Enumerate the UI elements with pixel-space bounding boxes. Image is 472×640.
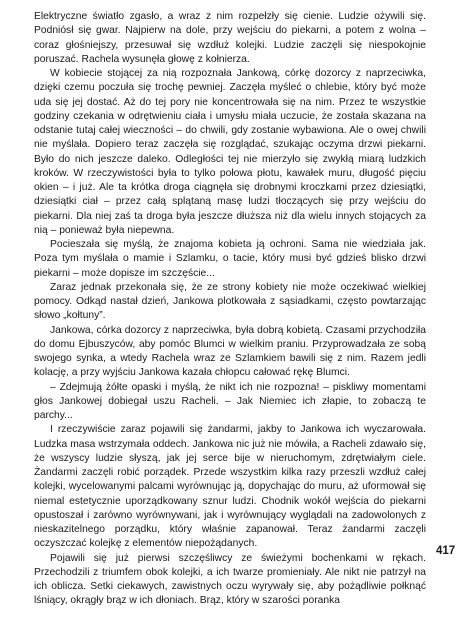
paragraph-5: Jankowa, córka dozorcy z naprzeciwka, była dobrą kobietą. Czasami przychodziła do domu Ejbuszyców, aby pomóc Blumci w wielkim praniu. Przyprowadzała ze sobą swojego synka, a wtedy Rachela wraz ze Szlamkiem bawili się z nim. Razem jedli kolację, a przy wyjściu Jankowa kazała chłopcu całować rękę Blumci. — [34, 324, 426, 379]
paragraph-4: Zaraz jednak przekonała się, że ze strony kobiety nie może oczekiwać wielkiej pomocy. Odkąd nastał dzień, Jankowa plotkowała z sąsiadkami, często powtarzając słowo „kołtuny”. — [34, 281, 426, 322]
paragraph-8: Pojawili się już pierwsi szczęśliwcy ze świeżymi bochenkami w rękach. Przechodzili z triumfem obok kolejki, a ich twarze promieniały. Ale nikt nie patrzył na ich oblicza. Setki ciekawych, zawistnych oczu wyrywały się, aby pożądliwie połknąć lśniący, okrągły brąz w ich dłoniach. Brąz, który w szarości poranka — [34, 552, 426, 607]
paragraph-2: W kobiecie stojącej za nią rozpoznała Jankową, córkę dozorcy z naprzeciwka, dzięki czemu poczuła się trochę pewniej. Zaczęła myśleć o chlebie, który być może uda się jej dostać. Aż do tej pory nie koncentrowała się na nim. Przez te wszystkie godziny czekania w odrętwieniu ciała i umysłu miała uczucie, że została skazana na odstanie tutaj całej wieczności – do chwili, gdy zostanie wybawiona. Ale o owej chwili nie myślała. Dopiero teraz zaczęła się rozglądać, szukając oczyma drzwi piekarni. Było do nich jeszcze daleko. Odległości tej nie mierzyło się zwykłą miarą ludzkich kroków. W rzeczywistości była to tylko połowa płotu, kawałek muru, długość pięciu okien – i już. Ale ta krótka droga ciągnęła się drobnymi kroczkami przez dziesiątki, dziesiątki ciał – przez całą splątaną masę ludzi tłoczących się przy wejściu do piekarni. Dla niej zaś ta droga była jeszcze dłuższa niż dla wielu innych stojących za nią – ponieważ była niepewna. — [34, 68, 426, 236]
paragraph-7: I rzeczywiście zaraz pojawili się żandarmi, jakby to Jankowa ich wyczarowała. Ludzka masa wstrzymała oddech. Jankowa nic już nie mówiła, a Racheli zdawało się, że wszyscy ludzie słyszą, jak jej serce bije w nieruchomym, zdrętwiałym ciele. Żandarmi zaczęli robić porządek. Przede wszystkim kilka razy przeszli wzdłuż całej kolejki, wycelowanymi palcami wyrównując ją, dopychając do muru, aż uformował się niemal estetycznie uporządkowany sznur ludzi. Chodnik wokół wejścia do piekarni opustoszał i zarówno wyrównywani, jak i wyrównujący wyglądali na zadowolonych z nieskazitelnego porządku, który właśnie zapanował. Teraz żandarmi zaczęli oczyszczać kolejkę z elementów niepożądanych. — [34, 424, 426, 550]
paragraph-6-dialogue: – Zdejmują żółte opaski i myślą, że nikt ich nie rozpozna! – piskliwy momentami głos Jankowej dobiegał uszu Racheli. – Jak Niemiec ich złapie, to zobaczą te parchy... — [34, 381, 426, 421]
paragraph-3: Pocieszała się myślą, że znajoma kobieta ją ochroni. Sama nie wiedziała jak. Poza tym myślała o mamie i Szlamku, o tacie, który musi być gdzieś blisko drzwi piekarni – może dopisze im szczęście... — [34, 239, 426, 279]
page-number: 417 — [436, 545, 456, 557]
paragraph-1: Elektryczne światło zgasło, a wraz z nim rozpełzły się cienie. Ludzie ożywili się. Podniósł się gwar. Najpierw na dole, przy wejściu do piekarni, a potem z wolna – coraz głośniejszy, przesuwał się wzdłuż kolejki. Ludzie zaczęli się niespokojnie poruszać. Rachela wysunęła głowę z kołnierza. — [34, 11, 426, 65]
page-body — [34, 10, 426, 609]
